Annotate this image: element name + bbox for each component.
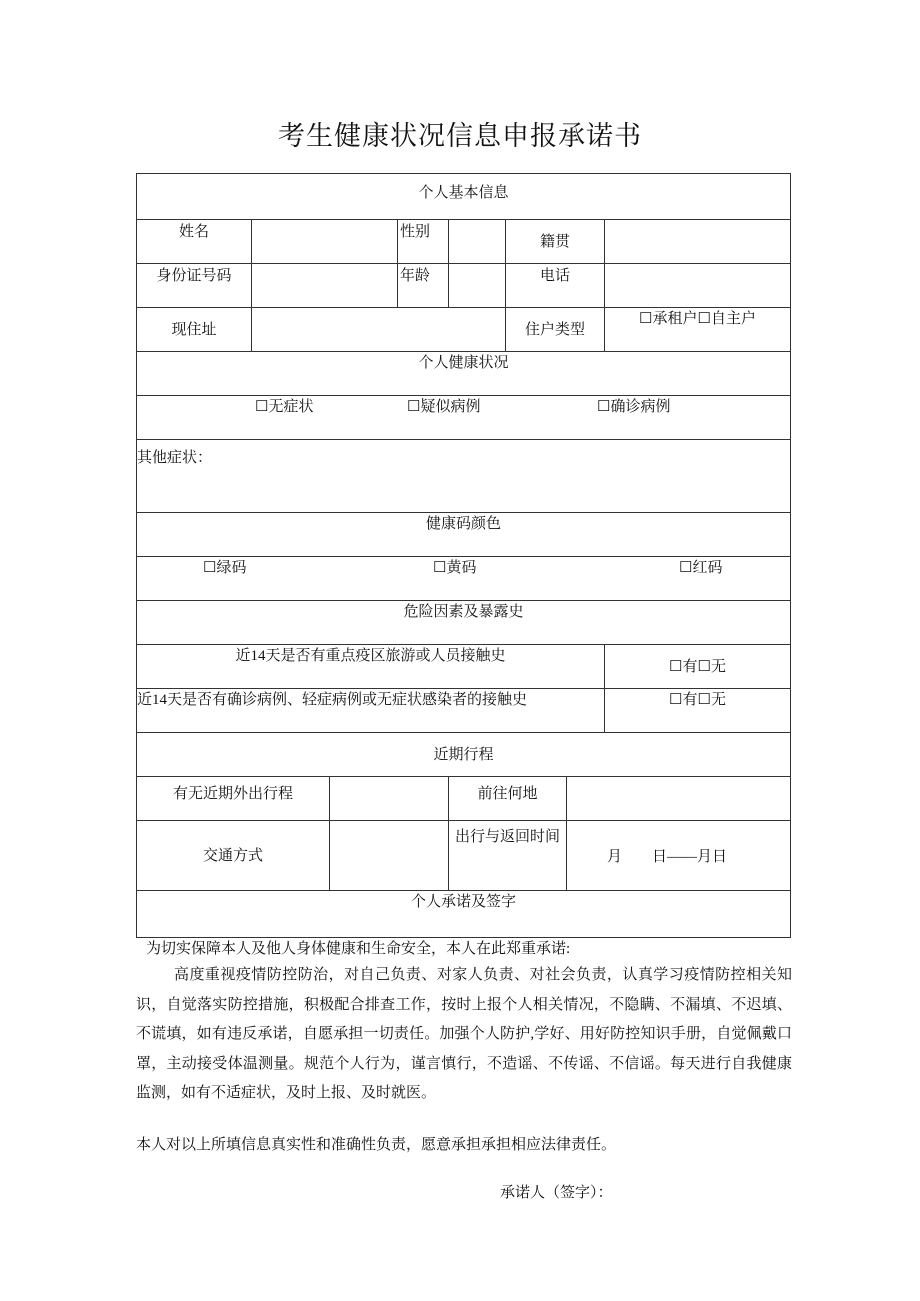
age-label: 年龄 bbox=[400, 268, 431, 284]
transport-field[interactable] bbox=[329, 820, 449, 891]
age-label-cell bbox=[397, 263, 449, 308]
destination-label: 前往何地 bbox=[477, 786, 538, 802]
health-code-options-row bbox=[136, 556, 791, 601]
yellow-code-checkbox[interactable]: ☐黄码 bbox=[433, 560, 477, 576]
phone-label: 电话 bbox=[539, 268, 570, 284]
section-health-code bbox=[136, 512, 791, 557]
address-label: 现住址 bbox=[171, 321, 217, 338]
health-options-row bbox=[136, 395, 791, 440]
risk-q2-answer[interactable] bbox=[604, 688, 791, 733]
has-trip-label: 有无近期外出行程 bbox=[172, 786, 293, 802]
trip-date-text: 月 日——月日 bbox=[607, 849, 728, 865]
risk-q1-label: 近14天是否有重点疫区旅游或人员接触史 bbox=[235, 648, 506, 664]
origin-label: 籍贯 bbox=[539, 233, 570, 250]
has-trip-field[interactable] bbox=[329, 776, 449, 821]
household-type-label-cell bbox=[505, 307, 605, 352]
gender-field[interactable] bbox=[448, 219, 506, 264]
section-header: 个人基本信息 bbox=[418, 185, 509, 201]
risk-q2-options: ☐有☐无 bbox=[669, 692, 726, 708]
time-label-cell bbox=[448, 820, 567, 891]
red-code-checkbox[interactable]: ☐红码 bbox=[679, 560, 723, 576]
pledge-intro: 为切实保障本人及他人身体健康和生命安全，本人在此郑重承诺: bbox=[146, 941, 571, 957]
name-label-cell bbox=[136, 219, 252, 264]
section-header: 个人承诺及签字 bbox=[410, 894, 516, 910]
section-health bbox=[136, 351, 791, 396]
no-symptom-checkbox[interactable]: ☐无症状 bbox=[255, 399, 314, 415]
risk-q1-answer[interactable] bbox=[604, 644, 791, 689]
page-title: 考生健康状况信息申报承诺书 bbox=[278, 121, 642, 151]
household-type-options[interactable] bbox=[604, 307, 791, 352]
origin-field[interactable] bbox=[604, 219, 791, 264]
time-label: 出行与返回时间 bbox=[454, 829, 560, 845]
pledge-statement: 本人对以上所填信息真实性和准确性负责，愿意承担承担相应法律责任。 bbox=[136, 1137, 617, 1153]
section-risk bbox=[136, 600, 791, 645]
name-label: 姓名 bbox=[178, 224, 209, 240]
section-header: 危险因素及暴露史 bbox=[403, 604, 524, 620]
id-label: 身份证号码 bbox=[156, 268, 232, 284]
name-field[interactable] bbox=[251, 219, 398, 264]
risk-q1-cell bbox=[136, 644, 605, 689]
section-header: 近期行程 bbox=[433, 746, 494, 763]
section-pledge bbox=[136, 890, 791, 938]
household-type-label: 住户类型 bbox=[524, 321, 585, 338]
risk-q2-cell bbox=[136, 688, 605, 733]
has-trip-label-cell bbox=[136, 776, 330, 821]
address-label-cell bbox=[136, 307, 252, 352]
age-field[interactable] bbox=[448, 263, 506, 308]
suspected-case-checkbox[interactable]: ☐疑似病例 bbox=[407, 399, 481, 415]
risk-q2-label: 近14天是否有确诊病例、轻症病例或无症状感染者的接触史 bbox=[137, 692, 528, 708]
confirmed-case-checkbox[interactable]: ☐确诊病例 bbox=[597, 399, 671, 415]
other-symptoms-field[interactable] bbox=[136, 439, 791, 513]
section-header: 个人健康状况 bbox=[418, 355, 509, 371]
phone-field[interactable] bbox=[604, 263, 791, 308]
section-basic-info bbox=[136, 173, 791, 220]
gender-label: 性别 bbox=[400, 224, 431, 240]
transport-label-cell bbox=[136, 820, 330, 891]
green-code-checkbox[interactable]: ☐绿码 bbox=[203, 560, 247, 576]
section-trip bbox=[136, 732, 791, 777]
transport-label: 交通方式 bbox=[202, 847, 263, 864]
section-header: 健康码颜色 bbox=[425, 516, 501, 532]
origin-label-cell bbox=[505, 219, 605, 264]
destination-field[interactable] bbox=[566, 776, 791, 821]
id-label-cell bbox=[136, 263, 252, 308]
address-field[interactable] bbox=[251, 307, 506, 352]
gender-label-cell bbox=[397, 219, 449, 264]
destination-label-cell bbox=[448, 776, 567, 821]
signature-label: 承诺人（签字）： bbox=[500, 1185, 613, 1201]
pledge-body: 高度重视疫情防控防治，对自己负责、对家人负责、对社会负责，认真学习疫情防控相关知识，自觉落实防控措施，积极配合排查工作，按时上报个人相关情况，不隐瞒、不漏填、不迟填、不谎填，如有违反承诺，自愿承担一切责任。加强个人防护,学好、用好防控知识手册，自觉佩戴口罩，主动接受体温测量。规范个人行为，谨言慎行，不造谣、不传谣、不信谣。每天进行自我健康监测，如有不适症状，及时上报、及时就医。 bbox=[136, 967, 792, 1101]
trip-date-field[interactable] bbox=[566, 820, 791, 891]
household-options-text: ☐承租户☐自主户 bbox=[639, 311, 756, 327]
risk-q1-options: ☐有☐无 bbox=[669, 658, 726, 675]
id-field[interactable] bbox=[251, 263, 398, 308]
phone-label-cell bbox=[505, 263, 605, 308]
other-symptoms-label: 其他症状： bbox=[137, 450, 213, 466]
